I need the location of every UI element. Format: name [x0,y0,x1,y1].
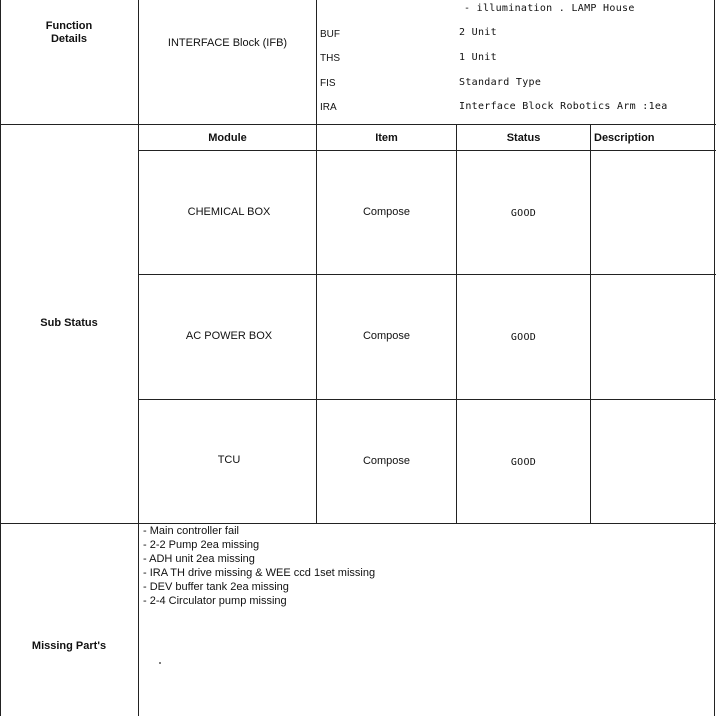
code-fis: FIS [320,78,336,89]
sub-status-label: Sub Status [40,317,98,329]
row1-bottom-line [138,274,716,275]
missing-parts-list [143,524,375,608]
row2-module: AC POWER BOX [185,330,273,342]
detail-fis-value: Standard Type [459,77,542,88]
code-buf: BUF [320,29,340,40]
detail-ira-value: Interface Block Robotics Arm :1ea [459,101,668,112]
row3-item: Compose [362,455,411,467]
header-description: Description [594,132,655,144]
row1-item: Compose [362,206,411,218]
function-details-label [0,20,138,46]
row1-module: CHEMICAL BOX [187,206,271,218]
missing-item: - 2-4 Circulator pump missing [143,595,287,607]
missing-item: - ADH unit 2ea missing [143,553,255,565]
row1-status: GOOD [510,208,537,219]
code-ira: IRA [320,102,337,113]
code-ths: THS [320,53,340,64]
row2-status: GOOD [510,332,537,343]
function-details-label-line2: Details [50,33,88,45]
left-border [0,0,1,716]
detail-illumination: - illumination . LAMP House [464,3,635,14]
header-status: Status [506,132,541,144]
detail-buf-value: 2 Unit [459,27,497,38]
status-column-divider [590,124,591,524]
sub-status-header-line [138,150,716,151]
row2-item: Compose [362,330,411,342]
function-details-label-line1: Function [45,20,93,32]
function-details-bottom-line [0,124,716,125]
missing-item: - DEV buffer tank 2ea missing [143,581,289,593]
missing-item: - 2-2 Pump 2ea missing [143,539,260,551]
right-border [714,0,715,716]
missing-item: - IRA TH drive missing & WEE ccd 1set missing [143,567,376,579]
code-column-divider [316,0,317,125]
row2-bottom-line [138,399,716,400]
header-item: Item [375,132,398,144]
row3-module: TCU [217,454,241,466]
scan-speck [159,662,161,664]
label-column-divider [138,0,139,716]
header-module: Module [208,132,247,144]
missing-parts-label: Missing Part's [31,640,107,652]
missing-item: - Main controller fail [143,525,239,537]
interface-block-title: INTERFACE Block (IFB) [167,37,288,49]
detail-ths-value: 1 Unit [459,52,497,63]
row3-status: GOOD [510,457,537,468]
